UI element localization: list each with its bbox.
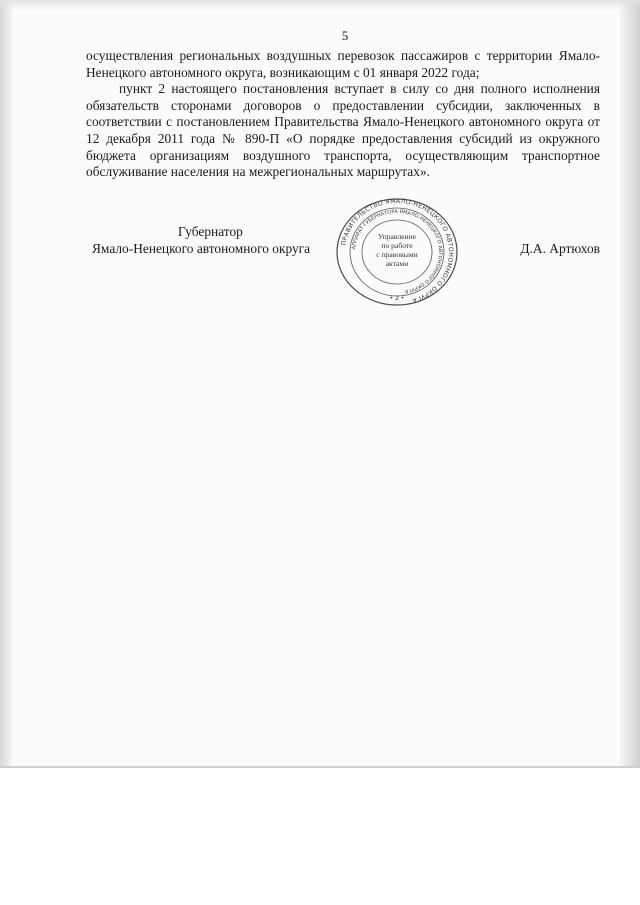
signatory-position: Губернатор (178, 224, 243, 239)
official-seal (333, 197, 461, 307)
seal-center-line-2: по работе (381, 241, 413, 250)
seal-number: • 2 • (389, 295, 405, 302)
page-number: 5 (341, 28, 349, 43)
document-body (86, 48, 600, 181)
signatory-region: Ямало-Ненецкого автономного округа (92, 241, 311, 256)
seal-outer-text: ПРАВИТЕЛЬСТВО ЯМАЛО-НЕНЕЦКОГО АВТОНОМНОГО ОКРУГА (340, 197, 455, 304)
seal-center-line-4: актами (385, 259, 409, 268)
scan-edge-top (0, 0, 640, 10)
signatory-name: Д.А. Артюхов (520, 241, 600, 256)
page-bottom-edge (0, 766, 640, 768)
scan-edge-right (620, 0, 640, 768)
paragraph-continuation: осуществления региональных воздушных перевозок пассажиров с территории Ямало-Ненецкого автономного округа, возникающим с 01 января 2022 года; (86, 48, 600, 80)
seal-center-line-1: Управление (377, 232, 417, 241)
seal-center-line-3: с правовыми (376, 250, 418, 259)
seal-stamp-icon (333, 197, 461, 307)
paragraph-effective-date: пункт 2 настоящего постановления вступает в силу со дня полного исполнения обязательств сторонами договоров о предоставлении субсидии, заключенных в соответствии с постановлением Правительства Ямало-Ненецкого автономного округа от 12 декабря 2011 года № 890-П «О порядке предоставления субсидий из окружного бюджета организациям воздушного транспорта, осуществляющим транспортное обслуживание населения на межрегиональных маршрутах». (86, 81, 600, 180)
seal-inner-text: АППАРАТ ГУБЕРНАТОРА ЯМАЛО-НЕНЕЦКОГО АВТОНОМНОГО ОКРУГА (351, 208, 444, 295)
scan-edge-left (0, 0, 12, 768)
